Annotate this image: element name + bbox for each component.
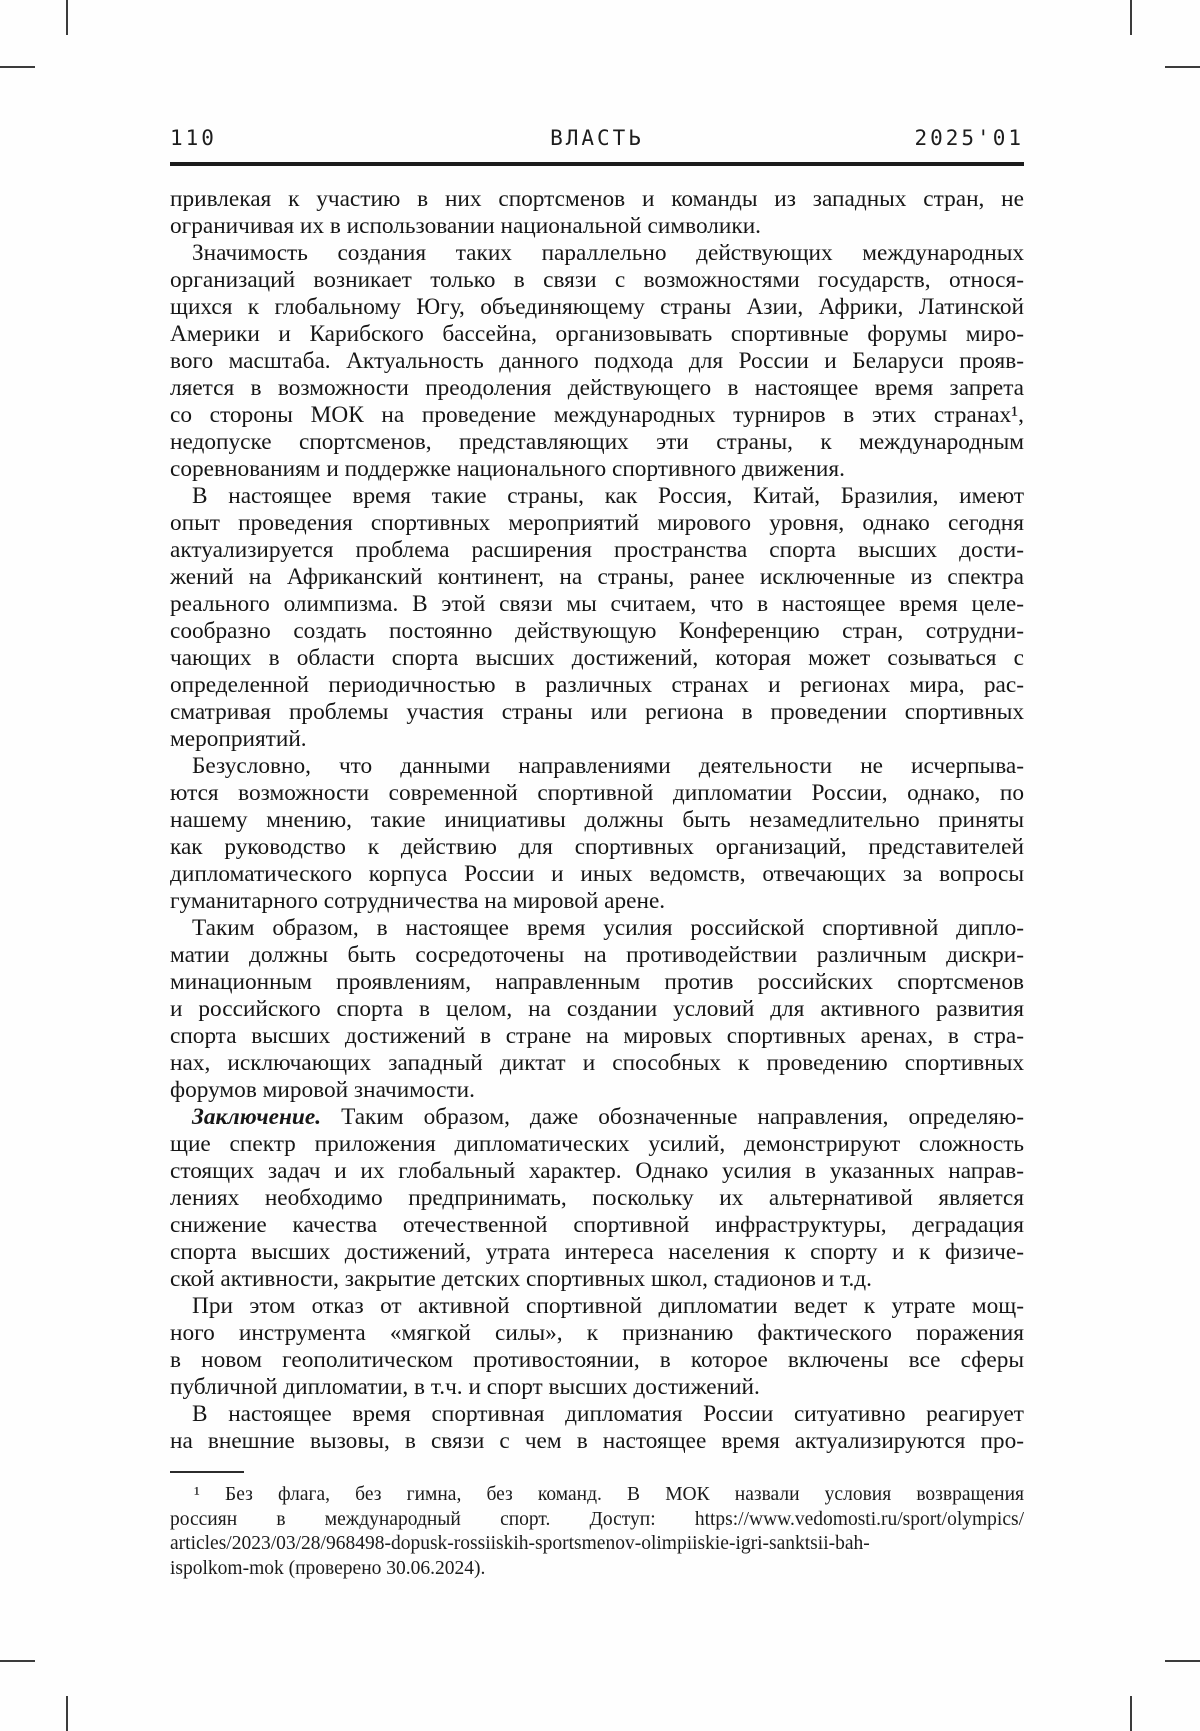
crop-mark-top-right-horizontal xyxy=(1165,66,1200,68)
text-line: недопуске спортсменов, представляющих эти страны, к международным xyxy=(170,429,1024,455)
text-line: щихся к глобальному Югу, объединяющему страны Азии, Африки, Латинской xyxy=(170,294,1024,320)
crop-mark-bottom-right-horizontal xyxy=(1165,1660,1200,1662)
paragraph xyxy=(170,753,1024,915)
text-line: матии должны быть сосредоточены на противодействии различным дискри- xyxy=(170,942,1024,968)
text-line: щие спектр приложения дипломатических усилий, демонстрируют сложность xyxy=(170,1131,1024,1157)
text-line: Америки и Карибского бассейна, организовывать спортивные форумы миро- xyxy=(170,321,1024,347)
text-line: и российского спорта в целом, на создании условий для активного развития xyxy=(170,996,1024,1022)
paragraph xyxy=(170,1293,1024,1401)
paragraph xyxy=(170,240,1024,483)
footnote xyxy=(170,1483,1024,1581)
issue-label: 2025'01 xyxy=(914,126,1024,150)
text-line: вого масштаба. Актуальность данного подхода для России и Беларуси прояв- xyxy=(170,348,1024,374)
crop-mark-bottom-right-vertical xyxy=(1130,1696,1132,1731)
text-line: нашему мнению, такие инициативы должны быть незамедлительно приняты xyxy=(170,807,1024,833)
conclusion-lead: Заключение. xyxy=(192,1104,342,1130)
text-line: мероприятий. xyxy=(170,726,307,752)
text-line: организаций возникает только в связи с возможностями государств, относя- xyxy=(170,267,1024,293)
crop-mark-top-right-vertical xyxy=(1130,0,1132,35)
text-line: Значимость создания таких параллельно действующих международных xyxy=(192,240,1024,266)
paragraph xyxy=(170,1104,1024,1293)
text-line: ¹ Без флага, без гимна, без команд. В МОК назвали условия возвращения xyxy=(194,1484,1024,1505)
text-line: определенной периодичностью в различных странах и регионах мира, рас- xyxy=(170,672,1024,698)
running-head xyxy=(170,126,1024,150)
text-line: спорта высших достижений в стране на мировых спортивных аренах, в стра- xyxy=(170,1023,1024,1049)
crop-mark-top-left-vertical xyxy=(66,0,68,35)
text-line: в новом геополитическом противостоянии, в которое включены все сферы xyxy=(170,1347,1024,1373)
paragraph xyxy=(170,915,1024,1104)
text-line: снижение качества отечественной спортивной инфраструктуры, деградация xyxy=(170,1212,1024,1238)
text-line: стоящих задач и их глобальный характер. Однако усилия в указанных направ- xyxy=(170,1158,1024,1184)
header-rule xyxy=(170,162,1024,166)
text-line: жений на Африканский континент, на страны, ранее исключенные из спектра xyxy=(170,564,1024,590)
text-line: ляется в возможности преодоления действующего в настоящее время запрета xyxy=(170,375,1024,401)
text-line: ской активности, закрытие детских спортивных школ, стадионов и т.д. xyxy=(170,1266,872,1292)
paragraph xyxy=(170,1401,1024,1455)
text-line: со стороны МОК на проведение международных турниров в этих странах¹, xyxy=(170,402,1024,428)
text-line: нах, исключающих западный диктат и способных к проведению спортивных xyxy=(170,1050,1024,1076)
page-number: 110 xyxy=(170,126,217,150)
text-line: ограничивая их в использовании национальной символики. xyxy=(170,213,761,239)
paragraph xyxy=(170,186,1024,240)
text-line: россиян в международный спорт. Доступ: https://www.vedomosti.ru/sport/olympics/ xyxy=(170,1508,1024,1530)
text-line: сообразно создать постоянно действующую Конференцию стран, сотрудни- xyxy=(170,618,1024,644)
text-line: соревнованиям и поддержке национального спортивного движения. xyxy=(170,456,845,482)
text-line: гуманитарного сотрудничества на мировой арене. xyxy=(170,888,666,914)
text-line: реального олимпизма. В этой связи мы считаем, что в настоящее время целе- xyxy=(170,591,1024,617)
crop-mark-bottom-left-vertical xyxy=(66,1696,68,1731)
article-body xyxy=(170,186,1024,1455)
text-line: привлекая к участию в них спортсменов и команды из западных стран, не xyxy=(170,186,1024,212)
text-line: ются возможности современной спортивной дипломатии России, однако, по xyxy=(170,780,1024,806)
journal-title: ВЛАСТЬ xyxy=(550,126,644,150)
text-line: на внешние вызовы, в связи с чем в настоящее время актуализируются про- xyxy=(170,1428,1024,1454)
text-line: как руководство к действию для спортивных организаций, представителей xyxy=(170,834,1024,860)
text-line: Безусловно, что данными направлениями деятельности не исчерпыва- xyxy=(192,753,1024,779)
text-line: минационным проявлениям, направленным против российских спортсменов xyxy=(170,969,1024,995)
crop-mark-bottom-left-horizontal xyxy=(0,1660,35,1662)
text-line: форумов мировой значимости. xyxy=(170,1077,475,1103)
text-line: Заключение. Таким образом, даже обозначенные направления, определяю- xyxy=(192,1104,1024,1130)
text-line: лениях необходимо предпринимать, поскольку их альтернативой является xyxy=(170,1185,1024,1211)
text-line: чающих в области спорта высших достижений, которая может созываться с xyxy=(170,645,1024,671)
text-line: ного инструмента «мягкой силы», к признанию фактического поражения xyxy=(170,1320,1024,1346)
text-line: опыт проведения спортивных мероприятий мирового уровня, однако сегодня xyxy=(170,510,1024,536)
text-line: публичной дипломатии, в т.ч. и спорт высших достижений. xyxy=(170,1374,760,1400)
footnote-paragraph xyxy=(170,1483,1024,1581)
text-line: ispolkom-mok (проверено 30.06.2024). xyxy=(170,1557,486,1579)
text-line: сматривая проблемы участия страны или региона в проведении спортивных xyxy=(170,699,1024,725)
crop-mark-top-left-horizontal xyxy=(0,66,35,68)
text-line: спорта высших достижений, утрата интереса населения к спорту и к физиче- xyxy=(170,1239,1024,1265)
text-line: В настоящее время такие страны, как Россия, Китай, Бразилия, имеют xyxy=(192,483,1024,509)
text-line: В настоящее время спортивная дипломатия России ситуативно реагирует xyxy=(192,1401,1024,1427)
text-line: При этом отказ от активной спортивной дипломатии ведет к утрате мощ- xyxy=(192,1293,1024,1319)
text-line: актуализируется проблема расширения пространства спорта высших дости- xyxy=(170,537,1024,563)
text-line: articles/2023/03/28/968498-dopusk-rossiiskih-sportsmenov-olimpiiskie-igri-sanktsii-bah- xyxy=(170,1533,870,1554)
text-line: дипломатического корпуса России и иных ведомств, отвечающих за вопросы xyxy=(170,861,1024,887)
footnote-separator xyxy=(170,1471,244,1473)
text-line: Таким образом, в настоящее время усилия российской спортивной дипло- xyxy=(192,915,1024,941)
paragraph xyxy=(170,483,1024,753)
